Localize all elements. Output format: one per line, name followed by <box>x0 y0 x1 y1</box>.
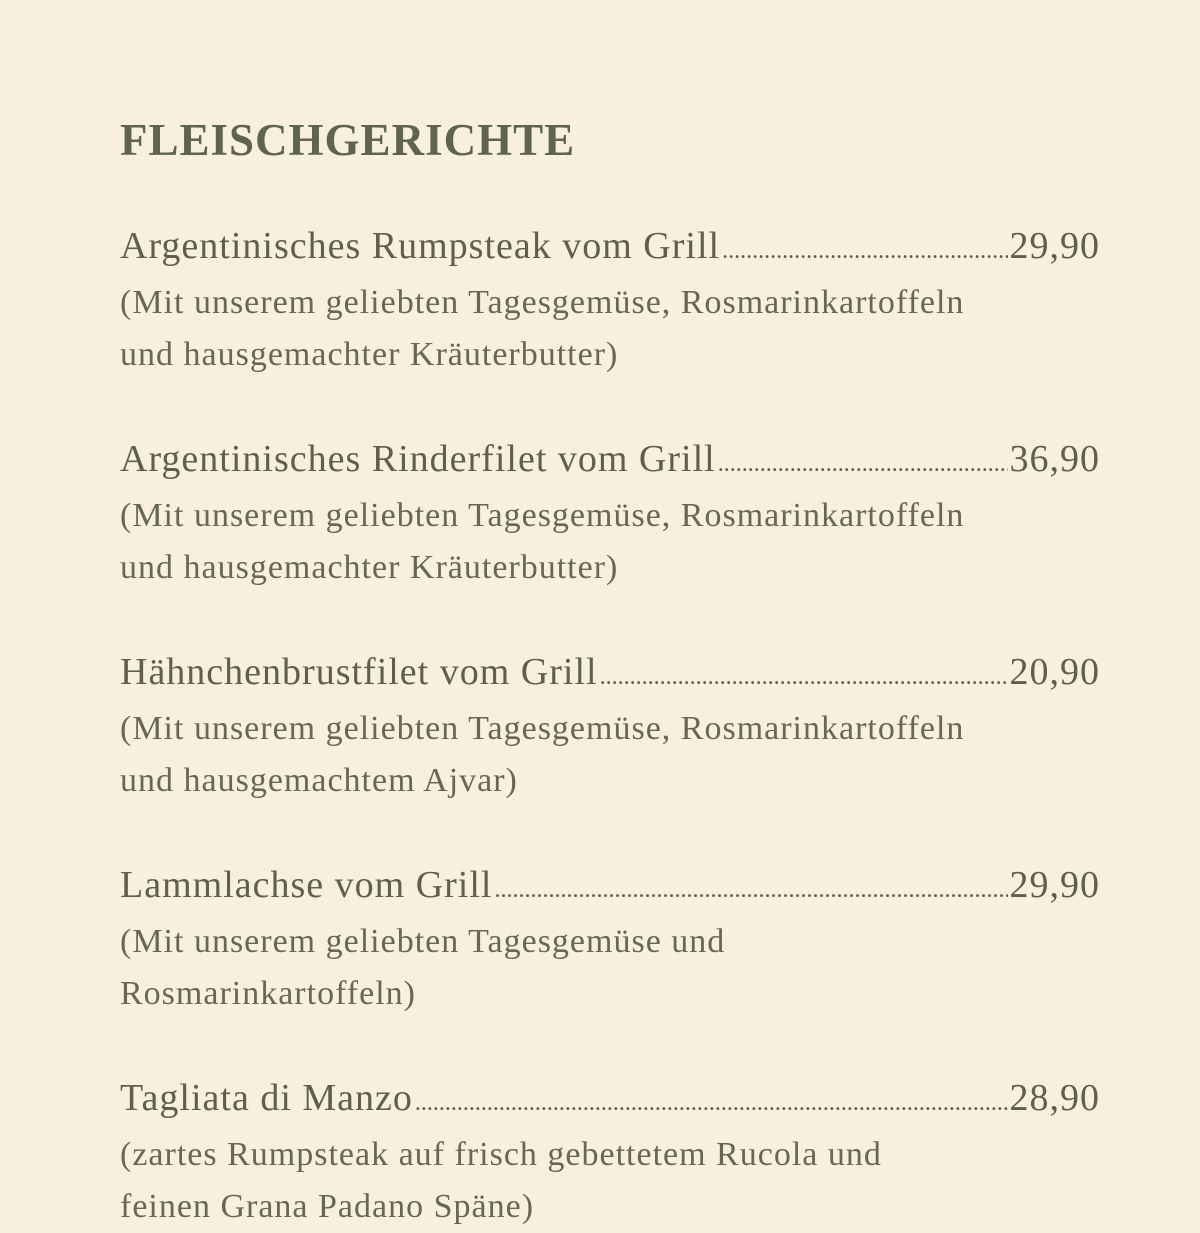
dish-heading <box>120 859 1100 916</box>
dish-description-line: und hausgemachter Kräuterbutter) <box>120 549 619 586</box>
dish-description-line: und hausgemachtem Ajvar) <box>120 762 518 799</box>
price-leader <box>600 651 1008 703</box>
price-leader <box>415 1077 1008 1129</box>
dish-name: Lammlachse vom Grill <box>120 864 493 906</box>
dish-price: 29,90 <box>1009 225 1100 267</box>
dish-price: 20,90 <box>1009 651 1100 693</box>
dish-description-line: und hausgemachter Kräuterbutter) <box>120 336 619 373</box>
section-title: FLEISCHGERICHTE <box>120 115 576 165</box>
dish-price: 28,90 <box>1009 1077 1100 1119</box>
dish-description-line: (Mit unserem geliebten Tagesgemüse, Rosmarinkartoffeln <box>120 284 965 321</box>
menu-item <box>120 1072 1100 1233</box>
dish-heading <box>120 220 1100 277</box>
dish-heading <box>120 1072 1100 1129</box>
dish-price: 29,90 <box>1009 864 1100 906</box>
dish-description-line: (Mit unserem geliebten Tagesgemüse, Rosmarinkartoffeln <box>120 710 965 747</box>
dish-name: Argentinisches Rumpsteak vom Grill <box>120 225 721 267</box>
dish-heading <box>120 433 1100 490</box>
dish-description-line: (zartes Rumpsteak auf frisch gebettetem Rucola und <box>120 1136 882 1173</box>
menu-item <box>120 859 1100 1020</box>
dish-description-line: (Mit unserem geliebten Tagesgemüse und <box>120 923 726 960</box>
menu-item <box>120 646 1100 807</box>
dish-name: Hähnchenbrustfilet vom Grill <box>120 651 598 693</box>
dish-description-line: Rosmarinkartoffeln) <box>120 975 416 1012</box>
price-leader <box>718 438 1008 490</box>
price-leader <box>494 864 1007 916</box>
dish-description-line: (Mit unserem geliebten Tagesgemüse, Rosmarinkartoffeln <box>120 497 965 534</box>
dish-price: 36,90 <box>1009 438 1100 480</box>
dish-heading <box>120 646 1100 703</box>
dish-name: Tagliata di Manzo <box>120 1077 413 1119</box>
dish-name: Argentinisches Rinderfilet vom Grill <box>120 438 716 480</box>
price-leader <box>722 225 1007 277</box>
menu-item <box>120 433 1100 594</box>
dish-description-line: feinen Grana Padano Späne) <box>120 1188 535 1225</box>
menu-item <box>120 220 1100 381</box>
